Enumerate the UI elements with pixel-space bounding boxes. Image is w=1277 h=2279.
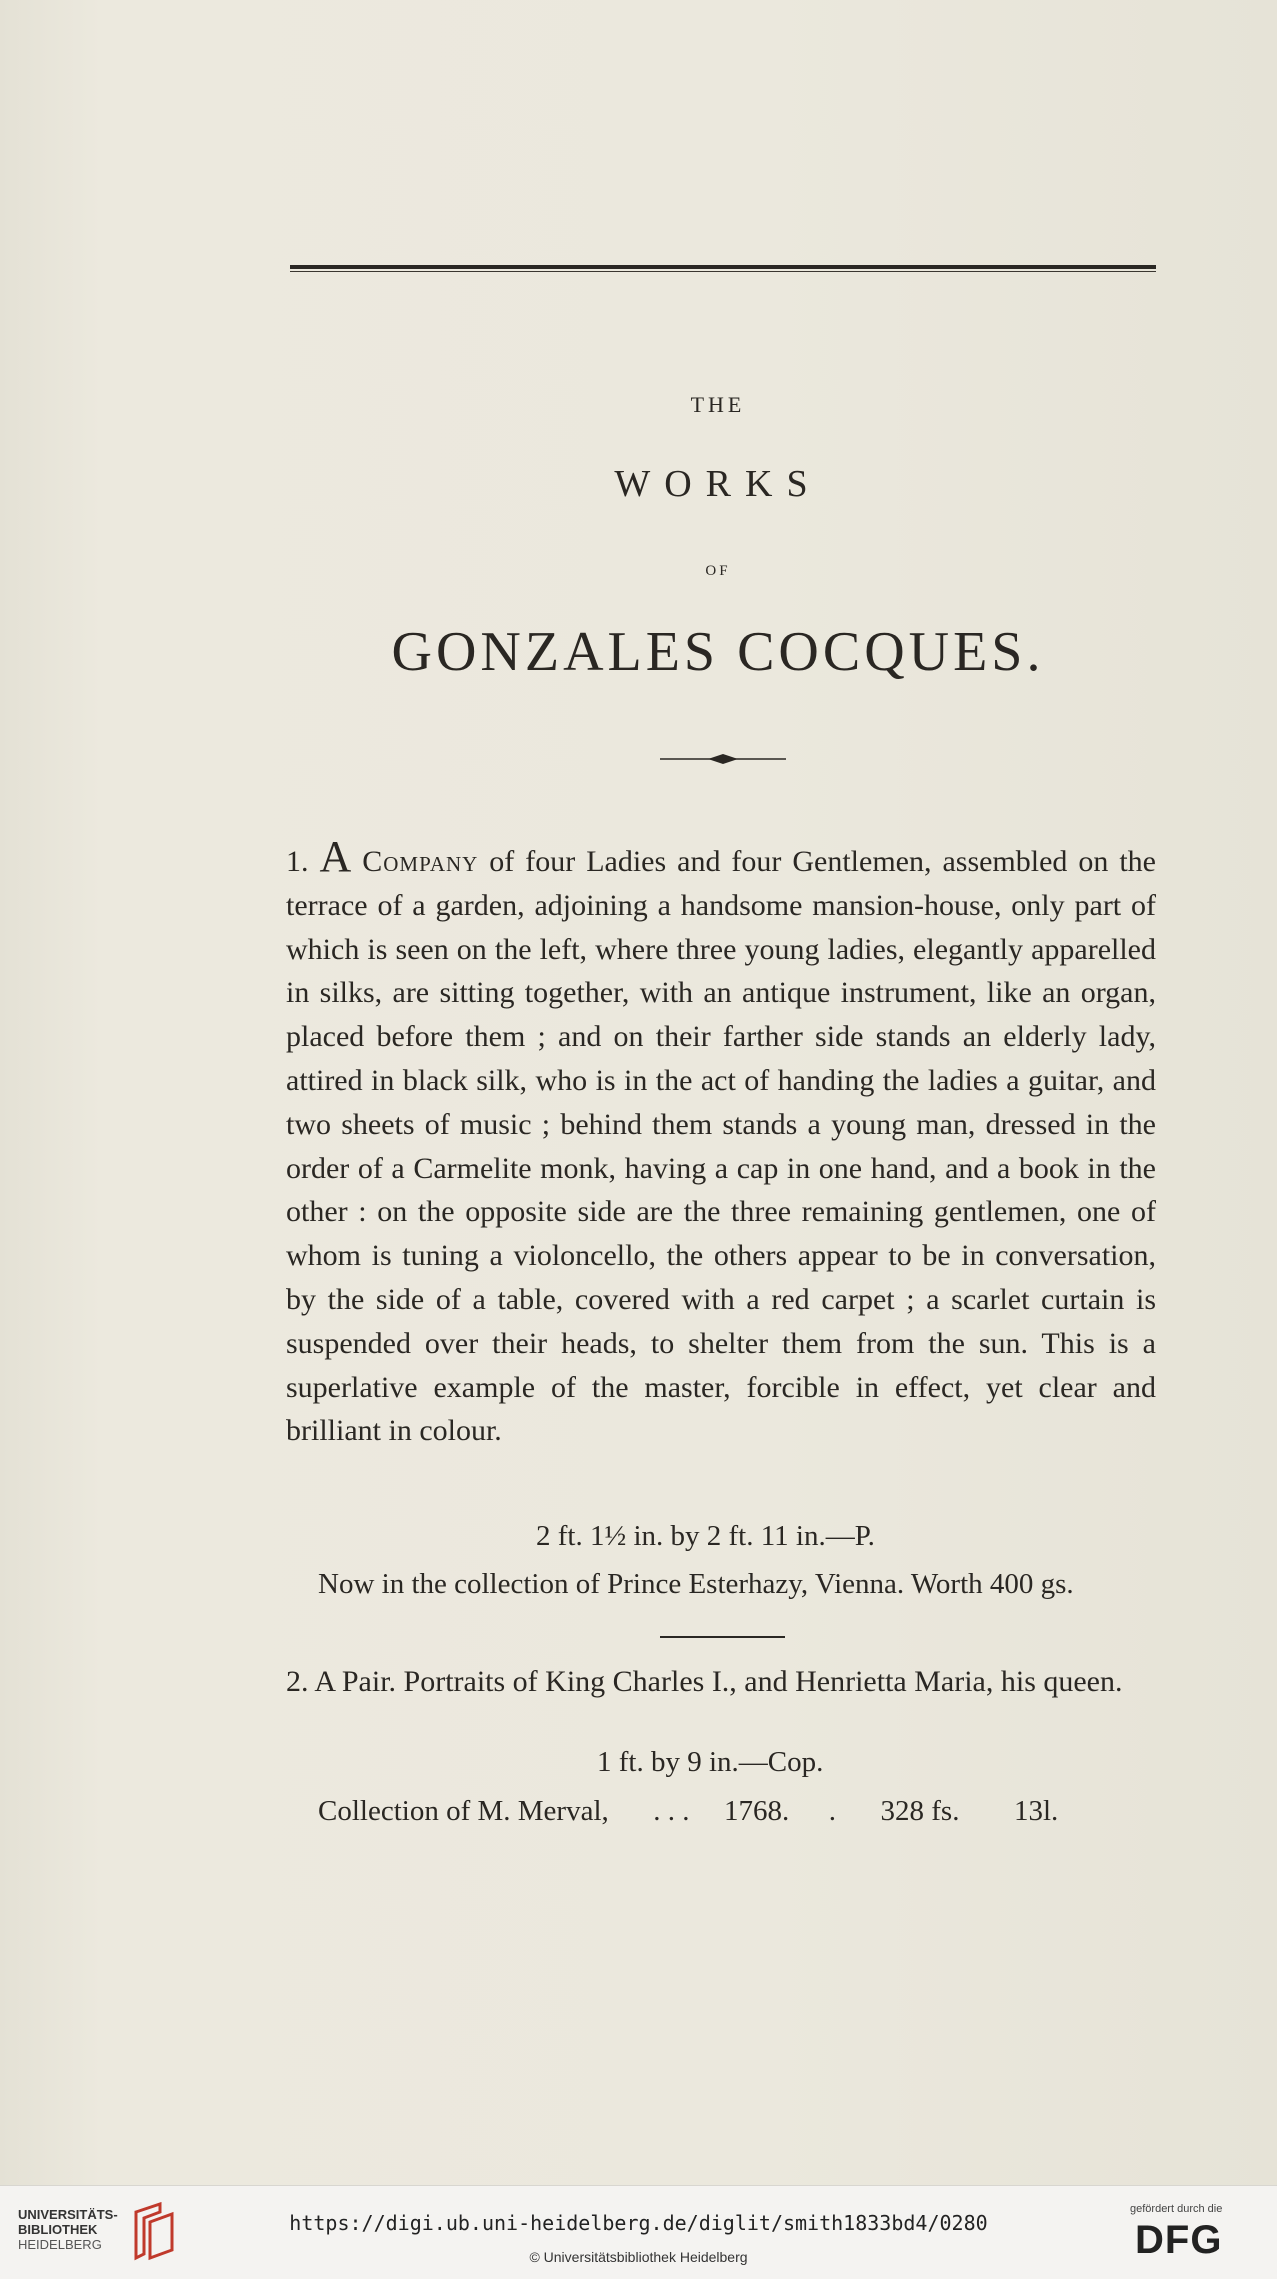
- permalink-url[interactable]: https://digi.ub.uni-heidelberg.de/diglit/smith1833bd4/0280: [289, 2211, 988, 2235]
- heading-of: OF: [705, 563, 731, 579]
- entry-1-dimensions: 2 ft. 1½ in. by 2 ft. 11 in.—P.: [536, 1520, 875, 1552]
- heading-works: WORKS: [614, 463, 822, 505]
- library-line-2: BIBLIOTHEK: [18, 2222, 98, 2237]
- entry-1-number: 1.: [286, 845, 309, 878]
- entry-2-price-fs: 328 fs.: [880, 1795, 960, 1827]
- entry-2-dots: . . .: [653, 1795, 690, 1827]
- dfg-logo[interactable]: DFG: [1135, 2218, 1223, 2262]
- section-rule: [660, 1636, 785, 1638]
- entry-2-dot: .: [828, 1795, 837, 1827]
- entry-2-year: 1768.: [724, 1795, 790, 1827]
- ornament-divider: [660, 752, 786, 766]
- entry-2-dimensions: 1 ft. by 9 in.—Cop.: [597, 1746, 824, 1778]
- page-title: GONZALES COCQUES.: [391, 621, 1045, 683]
- library-line-3: HEIDELBERG: [18, 2237, 102, 2252]
- entry-2-text: 2. A Pair. Portraits of King Charles I., and Henrietta Maria, his queen.: [286, 1665, 1123, 1698]
- funded-by-text: gefördert durch die: [1130, 2203, 1223, 2215]
- entry-2-collection-label: Collection of M. Merval,: [318, 1795, 609, 1827]
- entry-1-dropcap: A: [319, 832, 352, 881]
- copyright-text: © Universitätsbibliothek Heidelberg: [529, 2249, 748, 2265]
- entry-1-text: of four Ladies and four Gentlemen, assembled on the terrace of a garden, adjoining a handsome mansion-house, only part of which is seen on the left, where three young ladies, elegantly apparelled in silks, are sitting together, with an antique instrument, like an organ, placed before them ; and on their farther side stands an elderly lady, attired in black silk, who is in the act of handing the ladies a guitar, and two sheets of music ; behind them stands a young man, dressed in the order of a Carmelite monk, having a cap in one hand, and a book in the other : on the opposite side are the three remaining gentlemen, one of whom is tuning a violoncello, the others appear to be in conversation, by the side of a table, covered with a red carpet ; a scarlet curtain is suspended over their heads, to shelter them from the sun. This is a superlative example of the master, forcible in effect, yet clear and brilliant in colour.: [286, 845, 1157, 1448]
- top-rule-thin: [290, 271, 1156, 272]
- library-line-1: UNIVERSITÄTS-: [18, 2207, 118, 2222]
- entry-1-collection: Now in the collection of Prince Esterhazy, Vienna. Worth 400 gs.: [318, 1568, 1074, 1600]
- entry-1-smallcaps: Company: [362, 845, 479, 878]
- top-rule: [290, 265, 1156, 269]
- entry-2: [286, 1660, 1156, 1704]
- heading-the: THE: [690, 392, 746, 417]
- entry-2-price-l: 13l.: [1013, 1795, 1059, 1827]
- entry-1: [286, 832, 1157, 1453]
- entry-2-collection: [318, 1795, 1058, 1828]
